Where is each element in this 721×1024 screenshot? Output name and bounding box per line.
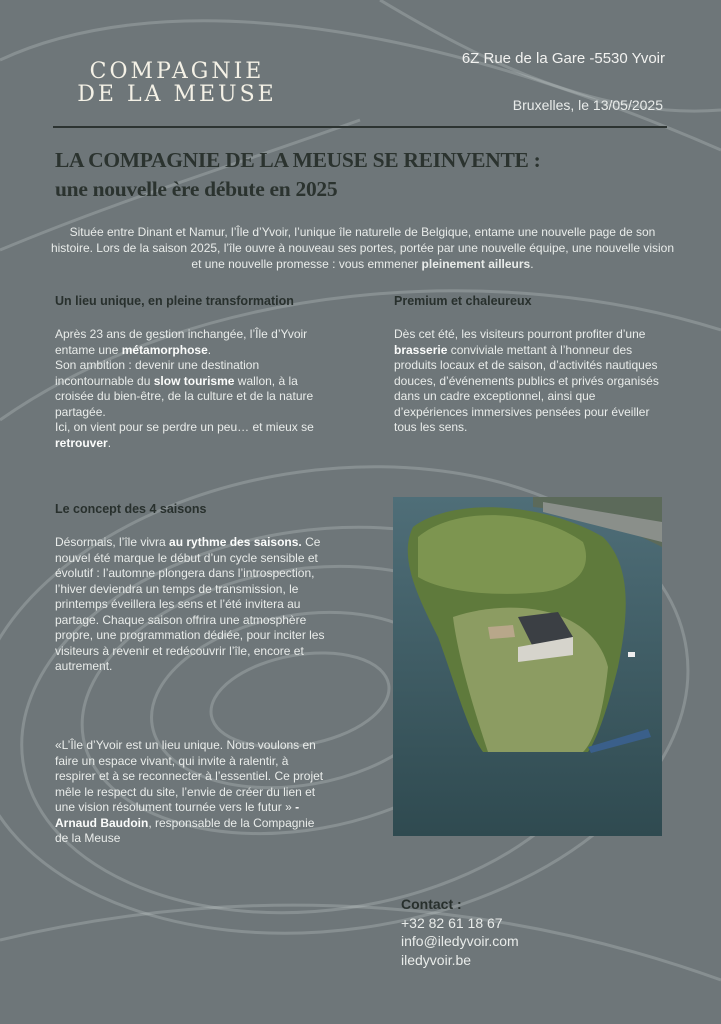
section-body	[394, 327, 669, 436]
title-subtitle: une nouvelle ère débute en 2025	[55, 177, 338, 201]
address: 6Z Rue de la Gare -5530 Yvoir	[461, 50, 665, 67]
text-segment: conviviale mettant à l’honneur des produits locaux et de saison, d’activités nautiques douces, d’événements publics et privés organisés dans un cadre exceptionnel, ainsi que d’expériences immersives pensées pour éveiller tous les sens.	[394, 342, 659, 434]
emphasis-text: métamorphose	[121, 342, 208, 357]
text-segment: , responsable de la Compagnie de la Meuse	[55, 815, 315, 845]
section-heading: Le concept des 4 saisons	[55, 502, 207, 516]
title-line-1: LA COMPAGNIE DE LA MEUSE SE REINVENTE :	[55, 148, 541, 172]
intro-paragraph	[50, 224, 675, 272]
contact-phone[interactable]: +32 82 61 18 67	[401, 914, 503, 931]
text-segment: .	[107, 435, 112, 450]
text-segment: Désormais, l’île vivra	[55, 535, 170, 549]
text-segment: .	[207, 342, 212, 357]
company-logo	[62, 60, 292, 106]
logo-line-1: COMPAGNIE	[89, 59, 265, 84]
text-segment: Dès cet été, les visiteurs pourront profiter d’une	[394, 327, 646, 341]
text-segment: wallon, à la croisée du bien-être, de la culture et de la nature partagée.	[55, 373, 314, 419]
section-premium	[394, 293, 669, 436]
aerial-photo-ile-dyvoir	[393, 497, 662, 836]
text-segment: Ici, on vient pour se perdre un peu… et mieux se	[55, 420, 314, 434]
logo-line-2: DE LA MEUSE	[77, 82, 277, 107]
date-line: Bruxelles, le 13/05/2025	[512, 97, 663, 113]
section-lieu	[55, 293, 314, 451]
emphasis-text: retrouver	[55, 435, 108, 450]
text-segment: Ce nouvel été marque le début d’un cycle sensible et évolutif : l’automne plongera dans l’introspection, l’hiver deviendra un temps de transmission, le printemps éveillera les sens et l’été invitera au partage. Chaque saison offrira une atmosphère propre, une programmation dédiée, pour inciter les visiteurs à revenir et redécouvrir l’île, encore et autrement.	[55, 535, 325, 673]
header-divider	[53, 126, 667, 128]
emphasis-text: au rythme des saisons.	[169, 535, 302, 549]
section-body	[55, 327, 330, 451]
contact-block	[401, 895, 519, 969]
page-title	[55, 146, 675, 204]
text-segment: Après 23 ans de gestion inchangée, l’Île d’Yvoir entame une	[55, 327, 308, 357]
text-segment: Son ambition : devenir une destination incontournable du	[55, 358, 260, 388]
text-segment: .	[530, 257, 534, 271]
section-body	[55, 535, 330, 675]
text-segment: «L’Île d’Yvoir est un lieu unique. Nous voulons en faire un espace vivant, qui invite à ralentir, à respirer et à se reconnecter à l’essentiel. Ce projet mêle le respect du site, l’envie de créer du lien et une vision résolument tournée vers le futur »	[55, 738, 324, 814]
emphasis-text: pleinement ailleurs	[421, 257, 531, 271]
contact-website[interactable]: iledyvoir.be	[401, 951, 472, 968]
emphasis-text: - Arnaud Baudoin	[55, 800, 300, 830]
section-heading: Un lieu unique, en pleine transformation	[55, 294, 294, 308]
contact-label: Contact :	[401, 896, 462, 912]
contact-email[interactable]: info@iledyvoir.com	[401, 933, 519, 949]
emphasis-text: slow tourisme	[153, 373, 235, 388]
emphasis-text: brasserie	[394, 342, 448, 357]
section-saisons	[55, 501, 330, 675]
text-segment: Située entre Dinant et Namur, l’Île d’Yvoir, l’unique île naturelle de Belgique, entame une nouvelle page de son histoire. Lors de la saison 2025, l’île ouvre à nouveau ses portes, portée par une nouvelle équipe, une nouvelle vision et une nouvelle promesse : vous emmener	[50, 225, 675, 271]
section-heading: Premium et chaleureux	[394, 294, 532, 308]
quote-paragraph	[55, 738, 325, 847]
